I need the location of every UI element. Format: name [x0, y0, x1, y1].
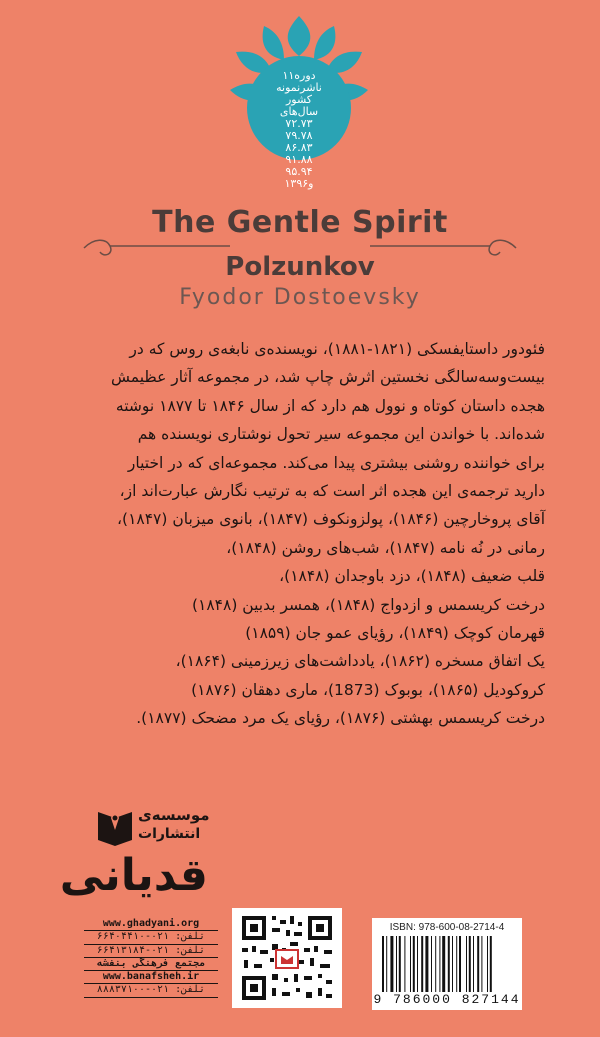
description-line: شده‌اند. با خواندن این مجموعه سیر تحول نوشتاری نویسنده هم	[137, 425, 545, 444]
isbn-label: ISBN: 978-600-08-2714-4	[389, 922, 505, 933]
award-line: ناشرنمونه	[276, 81, 322, 94]
barcode-bar	[466, 936, 467, 992]
description-line: یک اتفاق مسخره (۱۸۶۲)، یادداشت‌های زیرزمینی (۱۸۶۴)،	[175, 652, 545, 671]
barcode-icon	[380, 936, 514, 992]
contact-line: www.ghadyani.org	[84, 918, 218, 931]
description-line: برای خواننده روشنی بیشتری پیدا می‌کند. مجموعه‌ای که در اختیار	[127, 453, 545, 472]
barcode-bar	[435, 936, 436, 992]
publisher-label: انتشارات	[138, 826, 201, 842]
barcode-bar	[399, 936, 401, 992]
barcode-bar	[413, 936, 415, 992]
description-line: کروکودیل (۱۸۶۵)، بوبوک (1873)، ماری دهقان (۱۸۷۶)	[191, 680, 545, 699]
award-line: سال‌های	[279, 105, 319, 118]
isbn-barcode	[372, 918, 522, 1010]
barcode-bar	[382, 936, 384, 992]
description-line: فئودور داستایفسکی (۱۸۲۱-۱۸۸۱)، نویسنده‌ی نابغه‌ی روس که در	[129, 340, 545, 358]
barcode-bar	[396, 936, 397, 992]
award-line: کشور	[285, 93, 313, 106]
barcode-bar	[481, 936, 482, 992]
award-line: ۹۱.۸۸	[285, 153, 313, 166]
barcode-bar	[473, 936, 474, 992]
barcode-bar	[490, 936, 492, 992]
barcode-bar	[456, 936, 457, 992]
barcode-bar	[431, 936, 432, 992]
award-line: ۷۲.۷۳	[285, 117, 313, 130]
award-line: ۸۶.۸۳	[285, 141, 313, 154]
description-line: درخت کریسمس و ازدواج (۱۸۴۸)، همسر بدبین (۱۸۴۸)	[191, 595, 545, 614]
description-line: قهرمان کوچک (۱۸۴۹)، رؤیای عمو جان (۱۸۵۹)	[245, 624, 545, 643]
barcode-bar	[477, 936, 479, 992]
barcode-bar	[487, 936, 488, 992]
contact-line: تلفن: ۰۲۱-۶۶۴۱۳۱۸۴	[84, 945, 218, 958]
award-line: ۷۹.۷۸	[285, 129, 313, 142]
book-title: The Gentle Spirit	[152, 205, 448, 240]
publisher-name: قدیانی	[59, 850, 208, 901]
publisher-label: موسسه‌ی	[138, 806, 210, 824]
barcode-digits: 9 786000 827144	[373, 992, 521, 1007]
award-line: ۹۵.۹۴	[285, 165, 313, 178]
author-name: Fyodor Dostoevsky	[179, 285, 421, 310]
barcode-bar	[425, 936, 428, 992]
description-line: قلب ضعیف (۱۸۴۸)، دزد باوجدان (۱۸۴۸)،	[279, 567, 545, 586]
barcode-bar	[442, 936, 445, 992]
barcode-bar	[452, 936, 453, 992]
barcode-bar	[390, 936, 393, 992]
barcode-bar	[404, 936, 405, 992]
award-badge	[224, 12, 374, 190]
description-line: هجده داستان کوتاه و نوول هم دارد که از سال ۱۸۴۶ تا ۱۸۷۷ نوشته	[115, 396, 545, 415]
qr-code-icon	[232, 908, 342, 1008]
barcode-bar	[386, 936, 387, 992]
barcode-bar	[417, 936, 418, 992]
book-description	[60, 335, 545, 733]
book-pen-icon	[96, 804, 134, 846]
barcode-bar	[459, 936, 461, 992]
barcode-bar	[469, 936, 471, 992]
description-line: درخت کریسمس بهشتی (۱۸۷۶)، رؤیای یک مرد مضحک (۱۸۷۷).	[136, 709, 545, 728]
barcode-bar	[439, 936, 440, 992]
barcode-bar	[448, 936, 450, 992]
award-line: و۱۳۹۶	[284, 177, 314, 190]
award-text	[224, 70, 374, 190]
barcode-bar	[410, 936, 411, 992]
publisher-contacts	[84, 918, 218, 998]
contact-line: مجتمع فرهنگی بنفشه	[84, 958, 218, 971]
qr-code	[232, 908, 342, 1008]
description-line: رمانی در نُه نامه (۱۸۴۷)، شب‌های روشن (۱۸۴۸)،	[226, 538, 545, 557]
contact-line: تلفن: ۰۲۱-۸۸۸۳۷۱۰۰	[84, 984, 218, 997]
description-line: دارید ترجمه‌ی این هجده اثر است که به ترتیب نگارش عبارت‌اند از،	[119, 482, 545, 501]
description-line: آقای پروخارچین (۱۸۴۶)، پولزونکوف (۱۸۴۷)، بانوی میزبان (۱۸۴۷)،	[117, 510, 545, 529]
book-subtitle: Polzunkov	[225, 252, 375, 282]
award-line: ۱۱دوره	[282, 69, 316, 82]
contact-line: www.banafsheh.ir	[84, 971, 218, 984]
publisher-logo	[59, 800, 210, 910]
barcode-bar	[421, 936, 423, 992]
description-line: بیست‌وسه‌سالگی نخستین اثرش چاپ شد، در مجموعه آثار عظیمش	[111, 368, 545, 387]
contact-line: تلفن: ۰۲۱-۶۶۴۰۴۴۱۰	[84, 931, 218, 944]
